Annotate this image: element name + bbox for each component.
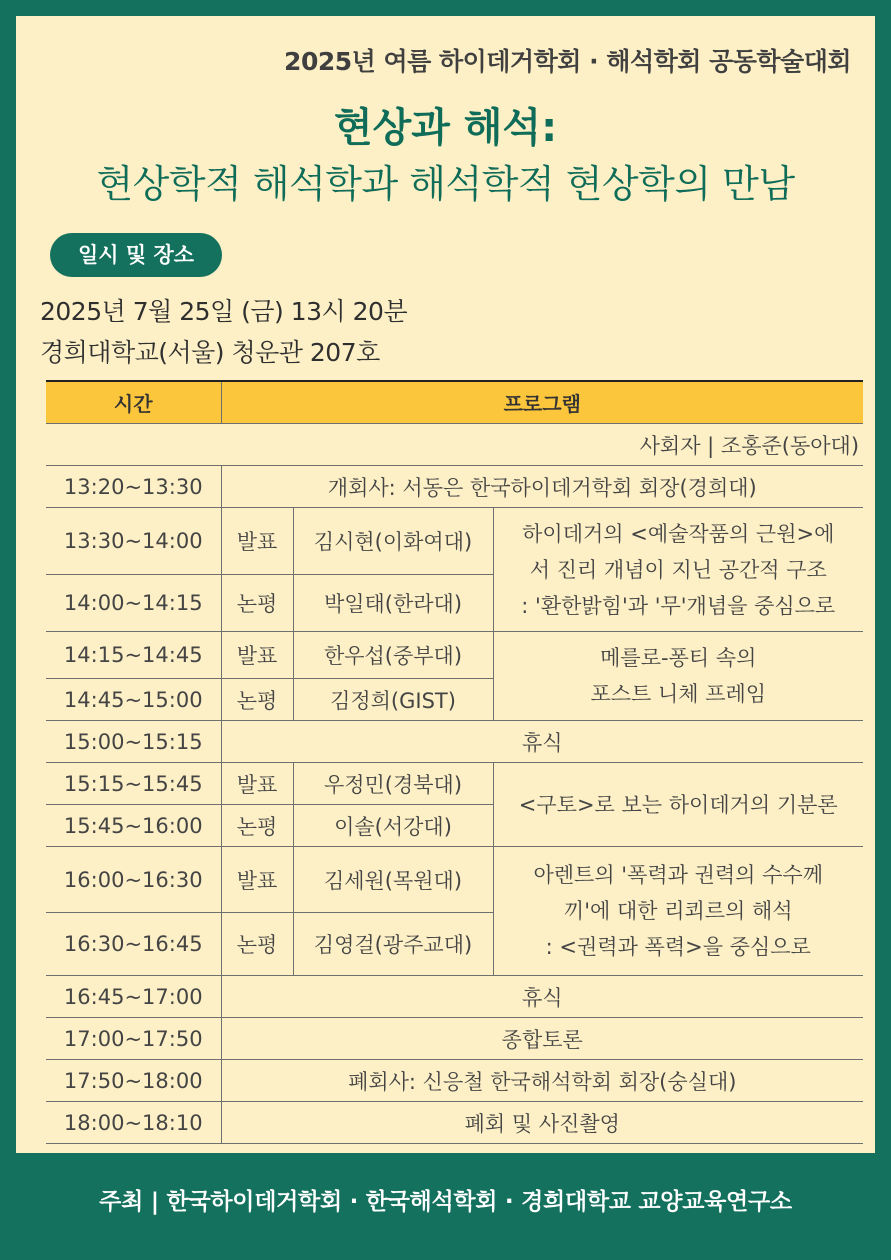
person-cell: 김영걸(광주교대) (293, 913, 493, 976)
time-cell: 13:30~14:00 (46, 508, 221, 575)
sub-title: 현상학적 해석학과 해석학적 현상학의 만남 (96, 162, 795, 206)
role-cell: 발표 (221, 847, 293, 913)
person-cell: 박일태(한라대) (293, 575, 493, 632)
program-cell: 개회사: 서동은 한국하이데거학회 회장(경희대) (221, 466, 863, 508)
talk-title-line: 하이데거의 <예술작품의 근원>에 (522, 521, 835, 546)
moderator-row (46, 424, 863, 466)
table-row (46, 632, 863, 679)
time-cell: 14:15~14:45 (46, 632, 221, 679)
schedule-badge: 일시 및 장소 (50, 233, 222, 277)
talk-title-line: : '환한밝힘'과 '무'개념을 중심으로 (521, 593, 836, 618)
talk-title-line: 아렌트의 '폭력과 권력의 수수께 (533, 863, 824, 887)
talk-title-cell (493, 508, 863, 632)
time-cell: 18:00~18:10 (46, 1102, 221, 1144)
time-cell: 16:30~16:45 (46, 913, 221, 976)
event-title: 2025년 여름 하이데거학회 · 해석학회 공동학술대회 (284, 47, 851, 76)
talk-title-line: 서 진리 개념이 지닌 공간적 구조 (529, 557, 827, 582)
program-cell: 폐회 및 사진촬영 (221, 1102, 863, 1144)
person-cell: 김세원(목원대) (293, 847, 493, 913)
table-row (46, 466, 863, 508)
talk-title-line: <구토>로 보는 하이데거의 기분론 (518, 792, 838, 817)
role-cell: 논평 (221, 913, 293, 976)
talk-title-line: 포스트 니체 프레임 (590, 682, 767, 706)
event-venue: 경희대학교(서울) 청운관 207호 (40, 338, 380, 367)
table-row (46, 1060, 863, 1102)
event-date: 2025년 7월 25일 (금) 13시 20분 (40, 297, 408, 326)
time-cell: 15:45~16:00 (46, 805, 221, 847)
role-cell: 발표 (221, 508, 293, 575)
role-cell: 논평 (221, 679, 293, 721)
role-cell: 발표 (221, 763, 293, 805)
person-cell: 우정민(경북대) (293, 763, 493, 805)
time-cell: 16:45~17:00 (46, 976, 221, 1018)
time-cell: 16:00~16:30 (46, 847, 221, 913)
role-cell: 논평 (221, 575, 293, 632)
person-cell: 한우섭(중부대) (293, 632, 493, 679)
time-cell: 14:45~15:00 (46, 679, 221, 721)
person-cell: 김정희(GIST) (293, 679, 493, 721)
talk-title-cell (493, 763, 863, 847)
header-time: 시간 (46, 381, 221, 424)
table-row (46, 1018, 863, 1060)
program-cell: 폐회사: 신응철 한국해석학회 회장(숭실대) (221, 1060, 863, 1102)
table-row (46, 508, 863, 575)
talk-title-line: 끼'에 대한 리쾨르의 해석 (563, 899, 793, 923)
table-row (46, 763, 863, 805)
role-cell: 발표 (221, 632, 293, 679)
time-cell: 13:20~13:30 (46, 466, 221, 508)
program-cell: 휴식 (221, 721, 863, 763)
table-row (46, 847, 863, 913)
role-cell: 논평 (221, 805, 293, 847)
program-cell: 휴식 (221, 976, 863, 1018)
talk-title-line: 메를로-퐁티 속의 (600, 646, 757, 670)
table-row (46, 976, 863, 1018)
program-cell: 종합토론 (221, 1018, 863, 1060)
table-row (46, 721, 863, 763)
person-cell: 김시현(이화여대) (293, 508, 493, 575)
person-cell: 이솔(서강대) (293, 805, 493, 847)
header-program: 프로그램 (221, 381, 863, 424)
main-title: 현상과 해석: (333, 105, 558, 151)
moderator: 사회자 | 조홍준(동아대) (46, 424, 863, 466)
talk-title-cell (493, 847, 863, 976)
talk-title-line: : <권력과 폭력>을 중심으로 (545, 935, 811, 959)
time-cell: 15:00~15:15 (46, 721, 221, 763)
table-row (46, 1102, 863, 1144)
talk-title-cell (493, 632, 863, 721)
time-cell: 15:15~15:45 (46, 763, 221, 805)
organizers-footer: 주최 | 한국하이데거학회 · 한국해석학회 · 경희대학교 교양교육연구소 (99, 1189, 792, 1215)
table-header-row (46, 381, 863, 424)
time-cell: 17:00~17:50 (46, 1018, 221, 1060)
time-cell: 14:00~14:15 (46, 575, 221, 632)
program-table (46, 380, 863, 1144)
time-cell: 17:50~18:00 (46, 1060, 221, 1102)
